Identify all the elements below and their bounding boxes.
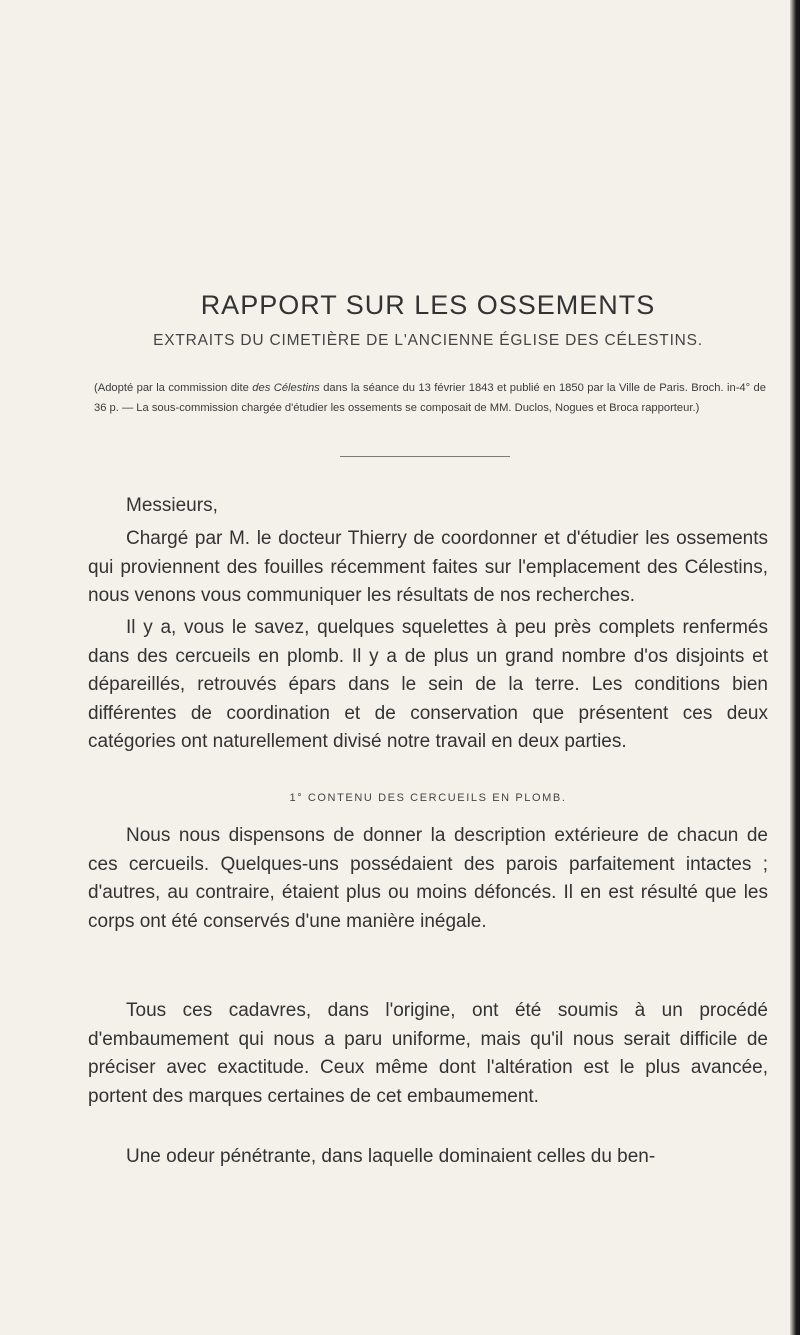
publication-note-commission: des Célestins xyxy=(252,382,320,394)
publication-note xyxy=(94,378,766,418)
separator-rule xyxy=(340,456,510,457)
publication-note-end: dans la séance du 13 février 1843 et publié en 1850 par la Ville de Paris. Broch. in-4° de 36 p. — La sous-commission chargée d'étudier les ossements se composait de MM. Duclos, Nogues et Broca rapporteur.) xyxy=(94,382,766,414)
paragraph-2: Il y a, vous le savez, quelques squelettes à peu près complets renfermés dans des cercueils en plomb. Il y a de plus un grand nombre d'os disjoints et dépareillés, retrouvés épars dans le sein de la terre. Les conditions bien différentes de coordination et de conservation que présentent ces deux catégories ont naturellement divisé notre travail en deux parties. xyxy=(88,617,768,753)
document-title: RAPPORT SUR LES OSSEMENTS xyxy=(200,290,656,320)
document-page xyxy=(88,0,768,1335)
section-heading: 1° CONTENU DES CERCUEILS EN PLOMB. xyxy=(289,792,567,804)
paragraph-3: Nous nous dispensons de donner la description extérieure de chacun de ces cercueils. Quelques-uns possédaient des parois parfaitement intactes ; d'autres, au contraire, étaient plus ou moins défoncés. Il en est résulté que les corps ont été conservés d'une manière inégale. xyxy=(88,825,768,932)
publication-note-start: (Adopté par la commission dite xyxy=(94,382,253,394)
paragraph-5: Une odeur pénétrante, dans laquelle dominaient celles du ben- xyxy=(126,1146,656,1167)
salutation: Messieurs, xyxy=(126,495,218,516)
document-subtitle: EXTRAITS DU CIMETIÈRE DE L'ANCIENNE ÉGLISE DES CÉLESTINS. xyxy=(153,332,703,349)
paragraph-1: Chargé par M. le docteur Thierry de coordonner et d'étudier les ossements qui proviennent des fouilles récemment faites sur l'emplacement des Célestins, nous venons vous communiquer les résultats de nos recherches. xyxy=(88,528,768,607)
page-edge-shadow xyxy=(790,0,800,1335)
paragraph-4: Tous ces cadavres, dans l'origine, ont été soumis à un procédé d'embaumement qui nous a paru uniforme, mais qu'il nous serait difficile de préciser avec exactitude. Ceux même dont l'altération est le plus avancée, portent des marques certaines de cet embaumement. xyxy=(88,1000,768,1107)
